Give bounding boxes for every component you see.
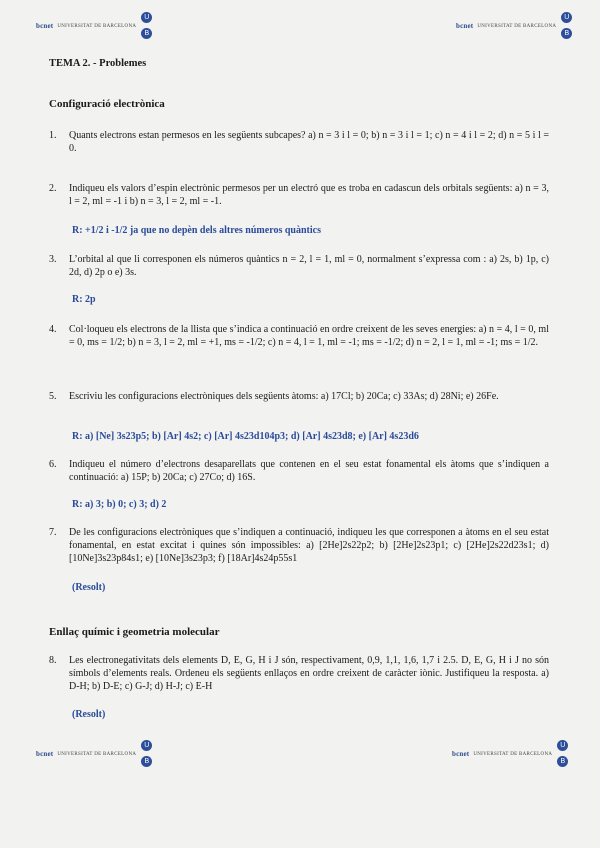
problem-number: 8. <box>49 655 57 666</box>
logo-emblem-icon: U B <box>560 12 574 40</box>
problem-text: Indiqueu els valors d’espin electrònic permesos per un electró que es troba en cadascun dels orbitals següents: a) n = 3, l = 2, ml = -1 i b) n = 3, l = 2, ml = -1. <box>69 183 549 207</box>
header-logo-right <box>456 12 574 40</box>
answer-3: R: 2p <box>72 294 96 305</box>
problem-4 <box>49 323 549 349</box>
problem-number: 3. <box>49 254 57 265</box>
logo-brand: bcnet <box>452 750 470 758</box>
answer-5: R: a) [Ne] 3s23p5; b) [Ar] 4s2; c) [Ar] 4s23d104p3; d) [Ar] 4s23d8; e) [Ar] 4s23d6 <box>72 431 419 442</box>
problem-7 <box>49 526 549 565</box>
problem-number: 1. <box>49 130 57 141</box>
logo-brand: bcnet <box>36 750 54 758</box>
problem-2 <box>49 182 549 208</box>
problem-8 <box>49 654 549 693</box>
section-heading-electron-config: Configuració electrònica <box>49 98 165 110</box>
problem-text: Escriviu les configuracions electròniques dels següents àtoms: a) 17Cl; b) 20Ca; c) 33As; d) 28Ni; e) 26Fe. <box>69 391 499 402</box>
answer-2: R: +1/2 i -1/2 ja que no depèn dels altres números quàntics <box>72 225 321 236</box>
problem-text: L’orbital al que li corresponen els números quàntics n = 2, l = 1, ml = 0, normalment s’expressa com : a) 2s, b) 1p, c) 2d, d) 2p o e) 3s. <box>69 254 549 278</box>
problem-1 <box>49 129 549 155</box>
logo-university: UNIVERSITAT DE BARCELONA <box>477 23 557 29</box>
section-heading-chemical-bond: Enllaç químic i geometria molecular <box>49 626 220 638</box>
problem-number: 7. <box>49 527 57 538</box>
logo-university: UNIVERSITAT DE BARCELONA <box>473 751 553 757</box>
logo-emblem-icon: U B <box>140 12 154 40</box>
logo-emblem-icon: U B <box>140 740 154 768</box>
problem-number: 4. <box>49 324 57 335</box>
answer-6: R: a) 3; b) 0; c) 3; d) 2 <box>72 499 167 510</box>
page-title: TEMA 2. - Problemes <box>49 58 147 69</box>
problem-text: Col·loqueu els electrons de la llista que s’indica a continuació en ordre creixent de les seves energies: a) n = 4, l = 0, ml = 0, ms = 1/2; b) n = 3, l = 2, ml = +1, ms = -1/2; c) n = 4, l = 1, ml = -1; ms = -1/2; d) n = 2, l = 1, ml = -1; ms = 1/2. <box>69 324 549 348</box>
problem-text: De les configuracions electròniques que s’indiquen a continuació, indiqueu les que corresponen a àtoms en el seu estat fonamental, en estat excitat i quines són impossibles: a) [2He]2s22p2; b) [2He]2s23p1; c) [2He]2s22d23s1; d) [10Ne]3s23p84s1; e) [10Ne]3s23p3; f) [18Ar]4s24p55s1 <box>69 527 549 564</box>
problem-5 <box>49 390 549 403</box>
problem-3 <box>49 253 549 279</box>
problem-number: 2. <box>49 183 57 194</box>
answer-7-resolved: (Resolt) <box>72 582 106 593</box>
header-logo-left <box>36 12 154 40</box>
logo-emblem-icon: U B <box>556 740 570 768</box>
problem-6 <box>49 458 549 484</box>
problem-text: Quants electrons estan permesos en les següents subcapes? a) n = 3 i l = 0; b) n = 3 i l = 1; c) n = 4 i l = 2; d) n = 5 i l = 0. <box>69 130 549 154</box>
logo-brand: bcnet <box>36 22 54 30</box>
answer-8-resolved: (Resolt) <box>72 709 106 720</box>
logo-brand: bcnet <box>456 22 474 30</box>
problem-text: Indiqueu el número d’electrons desaparellats que contenen en el seu estat fonamental els àtoms que s’indiquen a continuació: a) 15P; b) 20Ca; c) 27Co; d) 16S. <box>69 459 549 483</box>
problem-number: 6. <box>49 459 57 470</box>
problem-text: Les electronegativitats dels elements D, E, G, H i J són, respectivament, 0,9, 1,1, 1,6, 1,7 i 2.5. D, E, G, H i J no són símbols d’elements reals. Ordeneu els següents enllaços en ordre creixent de caràcter iònic. Justifiqueu la resposta. a) D-H; b) D-E; c) G-J; d) H-J; c) E-H <box>69 655 549 692</box>
logo-university: UNIVERSITAT DE BARCELONA <box>57 23 137 29</box>
problem-number: 5. <box>49 391 57 402</box>
logo-university: UNIVERSITAT DE BARCELONA <box>57 751 137 757</box>
footer-logo-left <box>36 740 154 768</box>
footer-logo-right <box>452 740 570 768</box>
